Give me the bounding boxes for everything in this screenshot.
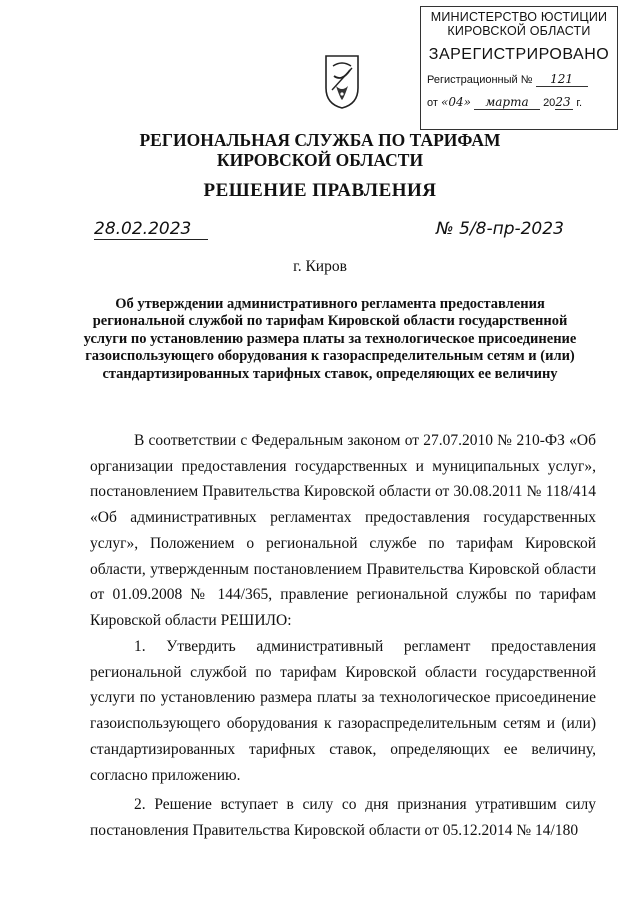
decision-number: № 5/8-пр-2023 [436, 219, 564, 239]
city: г. Киров [293, 258, 347, 275]
org-name-line2: КИРОВСКОЙ ОБЛАСТИ [216, 150, 424, 170]
body-paragraph-3 [90, 792, 596, 843]
stamp-reg-line [427, 72, 617, 87]
stamp-ministry [421, 10, 617, 38]
stamp-ministry-line1: МИНИСТЕРСТВО ЮСТИЦИИ [430, 10, 608, 24]
stamp-date-line [427, 95, 617, 110]
stamp-year-mark: г. [576, 97, 583, 109]
stamp-reg-label: Регистрационный № [427, 74, 533, 86]
stamp-from-label: от [427, 97, 438, 109]
body-paragraph-2 [90, 634, 596, 788]
body-paragraph-1-text: В соответствии с Федеральным законом от 27.07.2010 № 210-ФЗ «Об организации предоставления государственных и муниципальных услуг», постановлением Правительства Кировской области от 30.08.2011 № 118/414 «Об административных регламентах предоставления государственных услуг», Положением о региональной службе по тарифам Кировской области, утвержденным постановлением Правительства Кировской области от 01.09.2008 № 144/365, правление региональной службы по тарифам Кировской области РЕШИЛО: [90, 432, 596, 629]
body-paragraph-3-text: 2. Решение вступает в силу со дня признания утратившим силу постановления Правительства Кировской области от 05.12.2014 № 14/180 [90, 796, 596, 839]
body-paragraph-1 [90, 428, 596, 634]
document-subject: Об утверждении административного регламента предоставления региональной службой по тарифам Кировской области государственной услуги по установлению размера платы за технологическое присоединение газоиспользующего оборудования к газораспределительным сетям и (или) стандартизированных тарифных ставок, определяющих ее величину [83, 296, 577, 382]
document-title: РЕШЕНИЕ ПРАВЛЕНИЯ [203, 180, 437, 201]
org-name-line1: РЕГИОНАЛЬНАЯ СЛУЖБА ПО ТАРИФАМ [139, 130, 501, 150]
stamp-ministry-line2: КИРОВСКОЙ ОБЛАСТИ [447, 24, 591, 38]
stamp-reg-number: 121 [536, 72, 588, 87]
decision-date: 28.02.2023 [94, 219, 208, 240]
stamp-month: марта [474, 95, 540, 110]
stamp-year-prefix: 20 [543, 97, 556, 109]
body-paragraph-2-text: 1. Утвердить административный регламент предоставления региональной службой по тарифам Кировской области государственной услуги по установлению размера платы за технологическое присоединение газоиспользующего оборудования к газораспределительным сетям и (или) стандартизированных тарифных ставок, определяющих ее величину, согласно приложению. [90, 638, 596, 784]
stamp-year-suffix: 23 [555, 95, 573, 110]
registration-stamp [420, 6, 618, 130]
stamp-registered: ЗАРЕГИСТРИРОВАНО [428, 46, 610, 63]
coat-of-arms-icon [324, 52, 360, 110]
stamp-day: «04» [440, 95, 471, 109]
